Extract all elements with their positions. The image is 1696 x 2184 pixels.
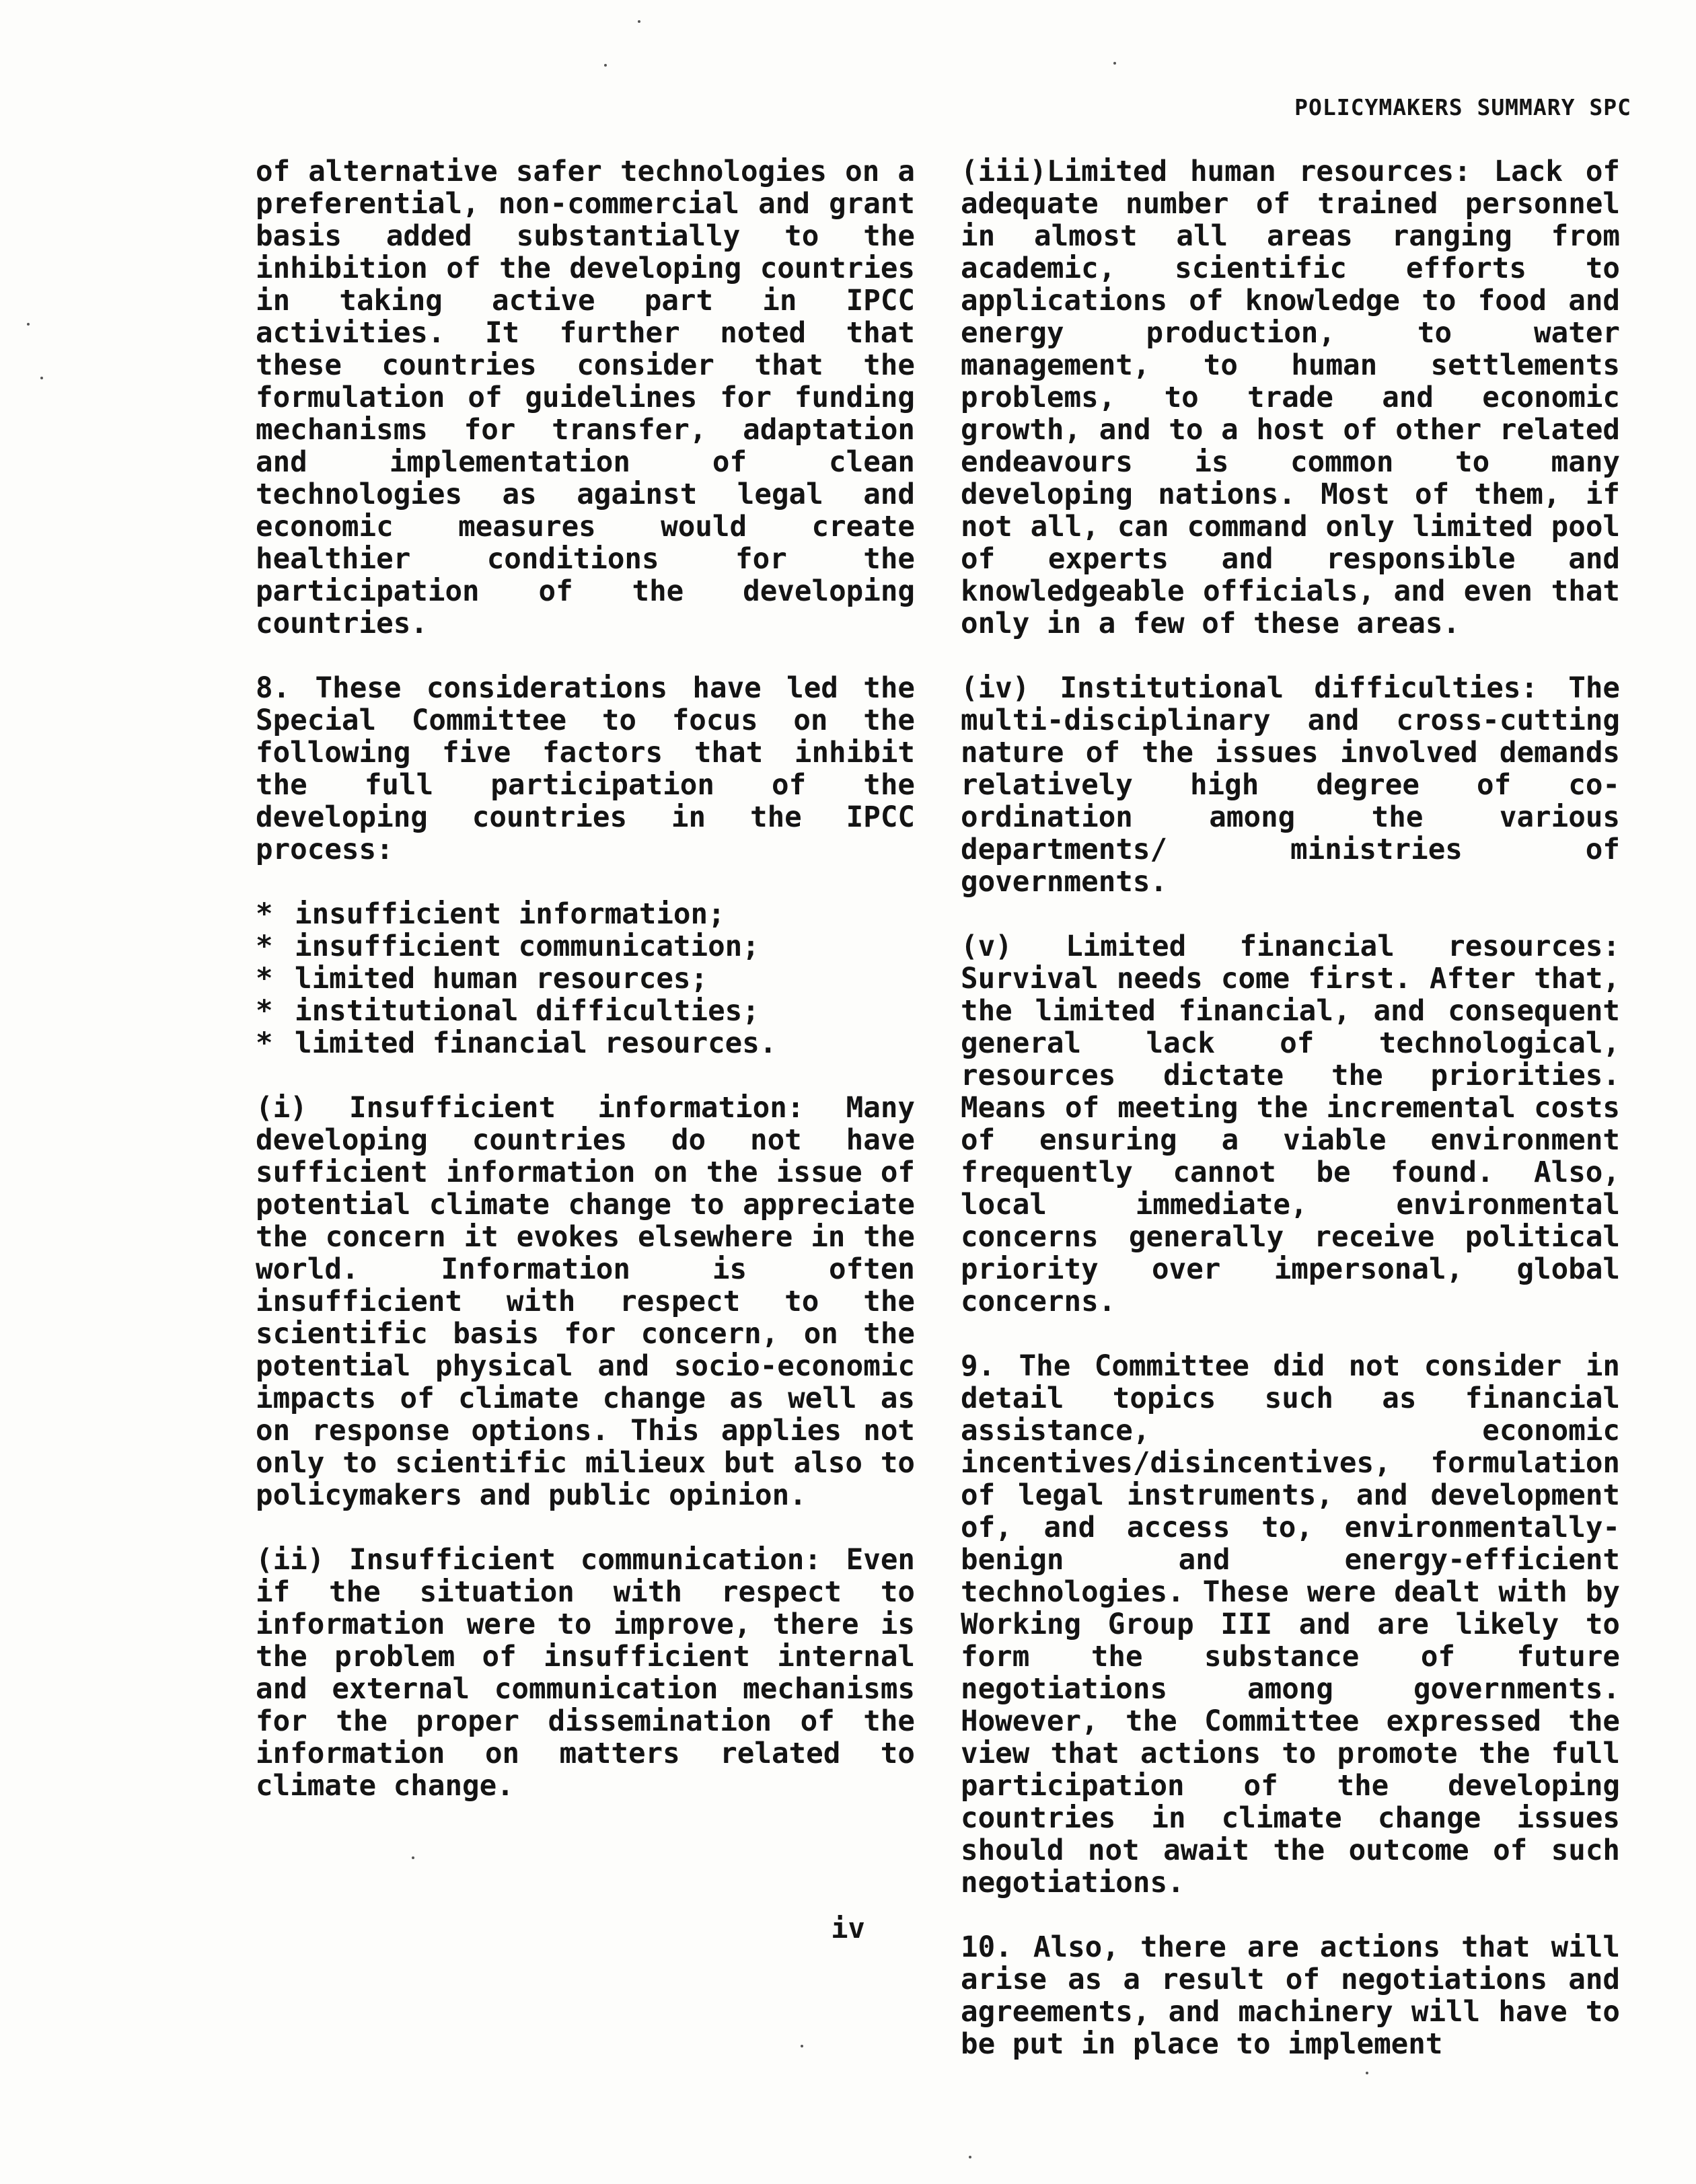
paragraph-insufficient-information: (i) Insufficient information: Many developing countries do not have sufficient information on the issue of potential climate change to appreciate the concern it evokes elsewhere in the world. Information is often insufficient with respect to the scientific basis for concern, on the potential physical and socio-economic impacts of climate change as well as on response options. This applies not only to scientific milieux but also to policymakers and public opinion. [256,1092,915,1512]
bullet-asterisk: * [256,898,273,931]
scan-speck [801,2045,803,2047]
scan-speck [638,20,640,23]
left-column [256,156,915,1835]
scan-speck [1113,62,1116,65]
scan-speck [969,2156,971,2158]
list-item: * limited financial resources. [256,1027,777,1060]
list-item: * institutional difficulties; [256,995,760,1028]
scan-speck [1366,2072,1368,2074]
factor-list [256,899,915,1060]
paragraph-9: 9. The Committee did not consider in detail topics such as financial assistance, economic incentives/disincentives, formulation of legal instruments, and development of, and access to, environmentally-benign and energy-efficient technologies. These were dealt with by Working Group III and are likely to form the substance of future negotiations among governments. However, the Committee expressed the view that actions to promote the full participation of the developing countries in climate change issues should not await the outcome of such negotiations. [961,1350,1620,1899]
scan-speck [27,323,30,326]
paragraph-insufficient-communication: (ii) Insufficient communication: Even if the situation with respect to information were to improve, there is the problem of insufficient internal and external communication mechanisms for the proper dissemination of the information on matters related to climate change. [256,1544,915,1803]
list-item: * limited human resources; [256,963,708,995]
scan-speck [412,1856,414,1859]
scan-speck [40,377,43,379]
paragraph-continuation: of alternative safer technologies on a preferential, non-commercial and grant basis added substantially to the inhibition of the developing countries in taking active part in IPCC activities. It further noted that these countries consider that the formulation of guidelines for funding mechanisms for transfer, adaptation and implementation of clean technologies as against legal and economic measures would create healthier conditions for the participation of the developing countries. [256,155,915,640]
paragraph-limited-financial-resources: (v) Limited financial resources: Survival needs come first. After that, the limited financial, and consequent general lack of technological, resources dictate the priorities. Means of meeting the incremental costs of ensuring a viable environment frequently cannot be found. Also, local immediate, environmental concerns generally receive political priority over impersonal, global concerns. [961,930,1620,1318]
list-item: * insufficient information; [256,898,725,931]
running-header: POLICYMAKERS SUMMARY SPC [1294,94,1631,120]
paragraph-8: 8. These considerations have led the Special Committee to focus on the following five factors that inhibit the full participation of the developing countries in the IPCC process: [256,672,915,866]
list-item: * insufficient communication; [256,930,760,963]
right-column [961,156,1620,2093]
bullet-asterisk: * [256,1027,273,1060]
page-number: iv [831,1912,865,1945]
paragraph-10: 10. Also, there are actions that will arise as a result of negotiations and agreements, and machinery will have to be put in place to implement [961,1931,1620,2061]
paragraph-limited-human-resources: (iii)Limited human resources: Lack of adequate number of trained personnel in almost all areas ranging from academic, scientific efforts to applications of knowledge to food and energy production, to water management, to human settlements problems, to trade and economic growth, and to a host of other related endeavours is common to many developing nations. Most of them, if not all, can command only limited pool of experts and responsible and knowledgeable officials, and even that only in a few of these areas. [961,155,1620,640]
paragraph-institutional-difficulties: (iv) Institutional difficulties: The multi-disciplinary and cross-cutting nature of the issues involved demands relatively high degree of co-ordination among the various departments/ ministries of governments. [961,672,1620,899]
bullet-asterisk: * [256,995,273,1028]
bullet-asterisk: * [256,930,273,963]
bullet-asterisk: * [256,963,273,995]
scan-speck [604,64,607,67]
